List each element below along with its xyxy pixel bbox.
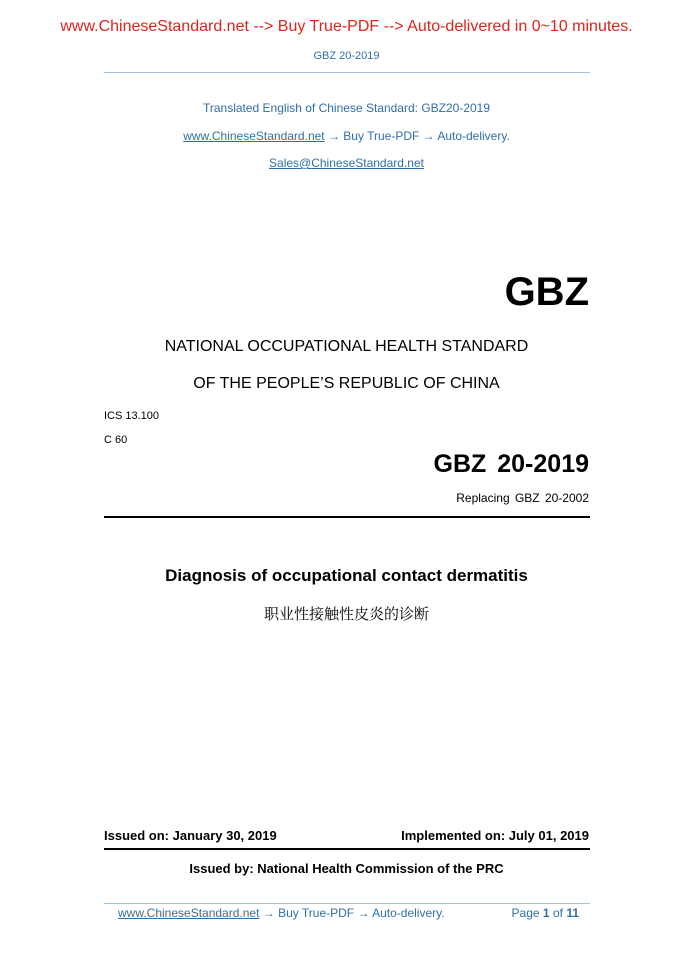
page-of: of (552, 906, 563, 920)
email-link[interactable]: Sales@ChineseStandard.net (269, 156, 424, 170)
buy-text: → Buy True-PDF → Auto-delivery. (324, 129, 510, 143)
implemented-on: Implemented on: July 01, 2019 (401, 828, 589, 843)
page-indicator (512, 906, 579, 920)
intro-translated-line: Translated English of Chinese Standard: GBZ20-2019 (202, 101, 491, 115)
header-code: GBZ 20-2019 (313, 50, 380, 62)
issued-by: Issued by: National Health Commission of the PRC (189, 861, 504, 876)
national-standard-line1: NATIONAL OCCUPATIONAL HEALTH STANDARD (164, 338, 529, 355)
page-current: 1 (542, 906, 550, 920)
title-chinese: 职业性接触性皮炎的诊断 (263, 606, 429, 623)
page-label: Page (511, 906, 540, 920)
issue-rule (104, 848, 590, 850)
header-rule (104, 72, 590, 73)
national-standard-line2: OF THE PEOPLE’S REPUBLIC OF CHINA (193, 375, 500, 392)
replacing-note: Replacing GBZ 20-2002 (456, 491, 589, 505)
promo-banner[interactable]: www.ChineseStandard.net --> Buy True-PDF --> Auto-delivered in 0~10 minutes. (60, 18, 633, 35)
standard-number: GBZ 20-2019 (433, 450, 589, 478)
title-rule (104, 516, 590, 518)
ccs-code: C 60 (104, 434, 128, 446)
page-total: 11 (566, 906, 579, 920)
intro-buy-line (0, 129, 693, 143)
title-english: Diagnosis of occupational contact dermatitis (165, 566, 528, 585)
site-link[interactable]: www.ChineseStandard.net (183, 129, 325, 143)
ics-code: ICS 13.100 (104, 410, 160, 422)
issued-on: Issued on: January 30, 2019 (104, 828, 277, 843)
footer-buy-text: → Buy True-PDF → Auto-delivery. (259, 906, 445, 920)
footer-site-link[interactable]: www.ChineseStandard.net (118, 906, 260, 920)
intro-email-line (0, 156, 693, 170)
footer-rule (104, 903, 590, 904)
footer-buy-line (118, 906, 445, 920)
gbz-logo: GBZ (504, 270, 589, 314)
